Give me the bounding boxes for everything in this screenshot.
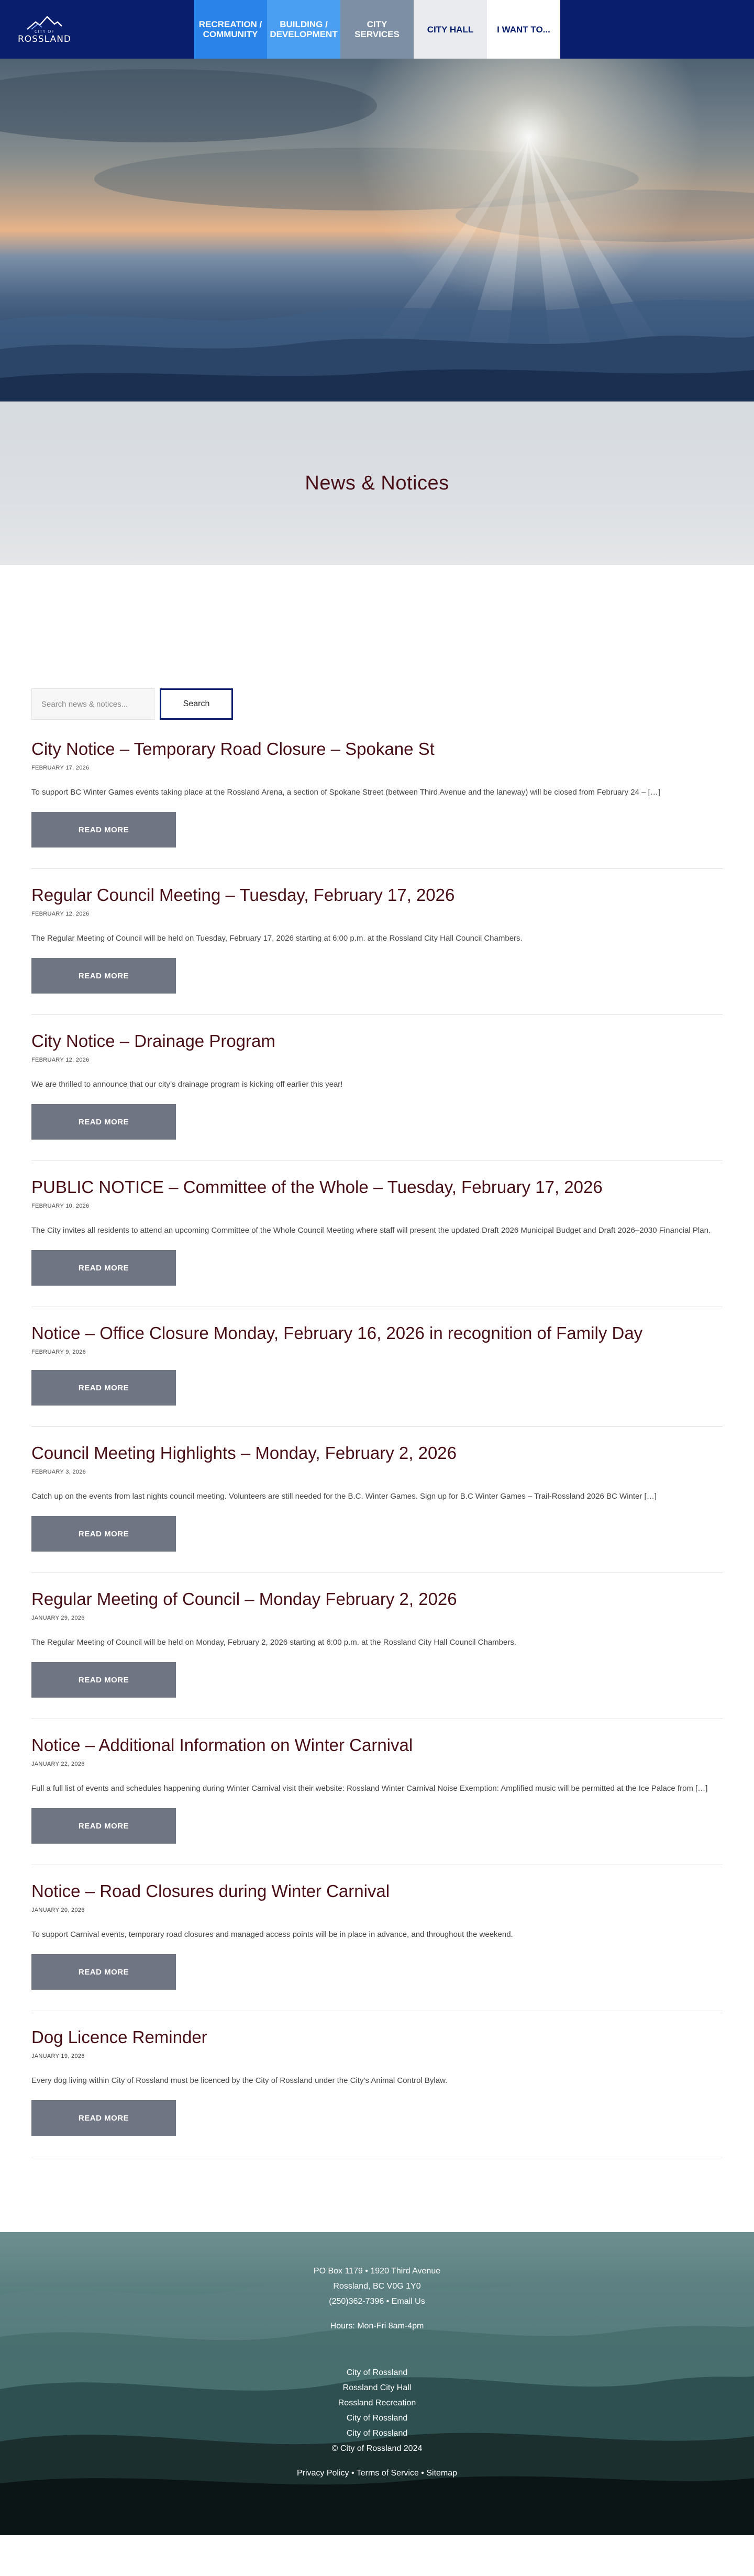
footer-legal-links: Privacy Policy • Terms of Service • Sitemap bbox=[296, 2469, 458, 2478]
post-date: FEBRUARY 12, 2026 bbox=[31, 911, 90, 917]
post-excerpt: Full a full list of events and schedules happening during Winter Carnival visit their website: Rossland Winter Carnival Noise Exemption: Amplified music will be permitted at the Ice Palace from […] bbox=[31, 1784, 708, 1793]
nav-i-want-to[interactable]: I WANT TO... bbox=[487, 0, 560, 59]
post-excerpt: The City invites all residents to attend an upcoming Committee of the Whole Council Meeting where staff will present the updated Draft 2026 Municipal Budget and Draft 2026–2030 Financial Plan. bbox=[31, 1226, 711, 1235]
news-post bbox=[31, 2027, 723, 2157]
news-post bbox=[31, 1031, 723, 1161]
news-post bbox=[31, 1881, 723, 2011]
news-list bbox=[31, 565, 723, 2157]
post-date: FEBRUARY 10, 2026 bbox=[31, 1203, 90, 1209]
news-post bbox=[31, 1735, 723, 1865]
post-title[interactable]: Notice – Additional Information on Winter Carnival bbox=[31, 1735, 413, 1755]
hero-landscape-illustration bbox=[0, 59, 754, 402]
footer-phone-link[interactable]: (250)362-7396 bbox=[329, 2297, 384, 2306]
mountain-logo-icon bbox=[26, 15, 63, 30]
footer-email-link[interactable]: Email Us bbox=[391, 2297, 425, 2306]
post-title[interactable]: Dog Licence Reminder bbox=[31, 2027, 207, 2047]
footer-address-line2: Rossland, BC V0G 1Y0 bbox=[333, 2282, 421, 2291]
read-more-button[interactable]: READ MORE bbox=[31, 1250, 176, 1286]
footer-copyright: © City of Rossland 2024 bbox=[331, 2444, 423, 2453]
nav-city-services[interactable]: CITY SERVICES bbox=[340, 0, 414, 59]
post-title[interactable]: City Notice – Temporary Road Closure – Spokane St bbox=[31, 739, 435, 759]
post-date: FEBRUARY 17, 2026 bbox=[31, 765, 90, 771]
news-post bbox=[31, 1589, 723, 1719]
footer-link-city-2[interactable]: City of Rossland bbox=[346, 2414, 408, 2423]
news-post bbox=[31, 1443, 723, 1573]
footer-link-city[interactable]: City of Rossland bbox=[346, 2368, 408, 2377]
post-date: JANUARY 19, 2026 bbox=[31, 2053, 85, 2059]
terms-of-service-link[interactable]: Terms of Service bbox=[356, 2469, 419, 2478]
search-input[interactable] bbox=[31, 688, 154, 720]
logo-name: ROSSLAND bbox=[17, 34, 72, 44]
read-more-button[interactable]: READ MORE bbox=[31, 1516, 176, 1552]
post-date: FEBRUARY 12, 2026 bbox=[31, 1057, 90, 1063]
footer-link-city-3[interactable]: City of Rossland bbox=[346, 2429, 408, 2438]
post-excerpt: To support BC Winter Games events taking place at the Rossland Arena, a section of Spokane Street (between Third Avenue and the laneway) will be closed from February 24 – […] bbox=[31, 788, 660, 797]
read-more-button[interactable]: READ MORE bbox=[31, 1662, 176, 1698]
hero-image bbox=[0, 59, 754, 402]
sitemap-link[interactable]: Sitemap bbox=[426, 2469, 458, 2478]
news-post bbox=[31, 1177, 723, 1307]
post-title[interactable]: City Notice – Drainage Program bbox=[31, 1031, 275, 1051]
read-more-button[interactable]: READ MORE bbox=[31, 1954, 176, 1990]
news-post bbox=[31, 885, 723, 1015]
post-title[interactable]: Notice – Road Closures during Winter Carnival bbox=[31, 1881, 390, 1901]
nav-building-development[interactable]: BUILDING / DEVELOPMENT bbox=[267, 0, 340, 59]
page-title: News & Notices bbox=[305, 472, 449, 494]
post-excerpt: The Regular Meeting of Council will be held on Tuesday, February 17, 2026 starting at 6:00 p.m. at the Rossland City Hall Council Chambers. bbox=[31, 934, 523, 943]
post-title[interactable]: Council Meeting Highlights – Monday, February 2, 2026 bbox=[31, 1443, 457, 1463]
post-date: FEBRUARY 9, 2026 bbox=[31, 1349, 86, 1355]
site-header bbox=[0, 0, 754, 59]
footer-contact: (250)362-7396 • Email Us bbox=[329, 2297, 425, 2306]
post-date: FEBRUARY 3, 2026 bbox=[31, 1469, 86, 1475]
footer-content bbox=[0, 2232, 754, 2481]
post-date: JANUARY 29, 2026 bbox=[31, 1615, 85, 1621]
read-more-button[interactable]: READ MORE bbox=[31, 812, 176, 847]
privacy-policy-link[interactable]: Privacy Policy bbox=[296, 2469, 349, 2478]
site-footer bbox=[0, 2232, 754, 2535]
news-post bbox=[31, 739, 723, 869]
site-logo[interactable] bbox=[0, 10, 89, 48]
logo-subtitle: CITY OF bbox=[34, 29, 55, 34]
page-title-band bbox=[0, 402, 754, 565]
post-excerpt: To support Carnival events, temporary road closures and managed access points will be in place in advance, and throughout the weekend. bbox=[31, 1930, 513, 1939]
nav-recreation-community[interactable]: RECREATION / COMMUNITY bbox=[194, 0, 267, 59]
post-excerpt: The Regular Meeting of Council will be held on Monday, February 2, 2026 starting at 6:00 p.m. at the Rossland City Hall Council Chambers. bbox=[31, 1638, 517, 1647]
post-date: JANUARY 22, 2026 bbox=[31, 1761, 85, 1767]
post-excerpt: Every dog living within City of Rossland must be licenced by the City of Rossland under the City’s Animal Control Bylaw. bbox=[31, 2076, 448, 2085]
search-bar bbox=[31, 688, 723, 720]
main-nav bbox=[194, 0, 560, 59]
post-title[interactable]: Notice – Office Closure Monday, February 16, 2026 in recognition of Family Day bbox=[31, 1323, 643, 1343]
read-more-button[interactable]: READ MORE bbox=[31, 1104, 176, 1140]
read-more-button[interactable]: READ MORE bbox=[31, 2100, 176, 2136]
nav-city-hall[interactable]: CITY HALL bbox=[414, 0, 487, 59]
footer-hours: Hours: Mon-Fri 8am-4pm bbox=[330, 2322, 424, 2330]
footer-address-line1: PO Box 1179 • 1920 Third Avenue bbox=[313, 2267, 441, 2276]
post-excerpt: We are thrilled to announce that our city’s drainage program is kicking off earlier this year! bbox=[31, 1080, 343, 1089]
post-excerpt: Catch up on the events from last nights council meeting. Volunteers are still needed for the B.C. Winter Games. Sign up for B.C Winter Games – Trail-Rossland 2026 BC Winter […] bbox=[31, 1492, 657, 1501]
search-button[interactable]: Search bbox=[160, 688, 233, 720]
footer-link-recreation[interactable]: Rossland Recreation bbox=[338, 2399, 416, 2407]
read-more-button[interactable]: READ MORE bbox=[31, 1370, 176, 1406]
read-more-button[interactable]: READ MORE bbox=[31, 958, 176, 994]
post-title[interactable]: PUBLIC NOTICE – Committee of the Whole – Tuesday, February 17, 2026 bbox=[31, 1177, 603, 1197]
read-more-button[interactable]: READ MORE bbox=[31, 1808, 176, 1844]
footer-link-city-hall[interactable]: Rossland City Hall bbox=[342, 2383, 412, 2392]
news-post bbox=[31, 1323, 723, 1427]
post-title[interactable]: Regular Council Meeting – Tuesday, February 17, 2026 bbox=[31, 885, 455, 905]
post-date: JANUARY 20, 2026 bbox=[31, 1907, 85, 1913]
post-title[interactable]: Regular Meeting of Council – Monday February 2, 2026 bbox=[31, 1589, 457, 1609]
